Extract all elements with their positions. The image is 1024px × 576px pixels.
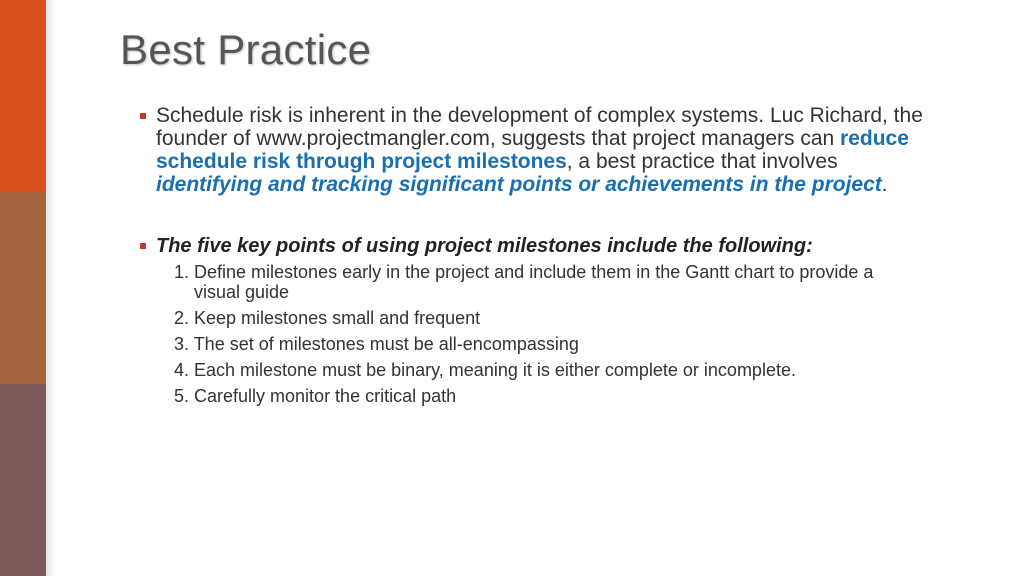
- list-item: 2. Keep milestones small and frequent: [174, 308, 481, 328]
- bullet-key-points-text: The five key points of using project milestones include the following:: [156, 235, 813, 257]
- bullet-key-points: [138, 234, 938, 258]
- list-item: 4. Each milestone must be binary, meaning it is either complete or incomplete.: [174, 360, 796, 380]
- bullet1-highlight-b: identifying and tracking significant points or achievements in the project: [156, 173, 882, 196]
- side-band-brown: [0, 192, 46, 384]
- side-color-band: [0, 0, 46, 576]
- square-bullet-icon: [140, 243, 146, 249]
- bullet1-highlight-a: reduce schedule risk through project milestones: [156, 127, 909, 173]
- slide-content: [138, 104, 938, 412]
- side-band-shadow: [46, 0, 56, 576]
- bullet1-text-c: .: [881, 173, 888, 196]
- bullet-schedule-risk-text: [156, 104, 938, 196]
- milestone-points-list: [138, 262, 938, 406]
- side-band-orange: [0, 0, 46, 192]
- side-band-mauve: [0, 384, 46, 576]
- list-item: 1. Define milestones early in the project and include them in the Gantt chart to provide a visual guide: [174, 262, 874, 302]
- bullet-schedule-risk: [138, 104, 938, 196]
- list-item: 5. Carefully monitor the critical path: [174, 386, 457, 406]
- square-bullet-icon: [140, 113, 146, 119]
- bullet1-text-b: , a best practice that involves: [566, 150, 838, 173]
- slide-title: Best Practice: [120, 26, 372, 73]
- list-item: 3. The set of milestones must be all-encompassing: [174, 334, 579, 354]
- bullet1-text-a: Schedule risk is inherent in the development of complex systems. Luc Richard, the founder of www.projectmangler.com, suggests that project managers can: [156, 104, 923, 150]
